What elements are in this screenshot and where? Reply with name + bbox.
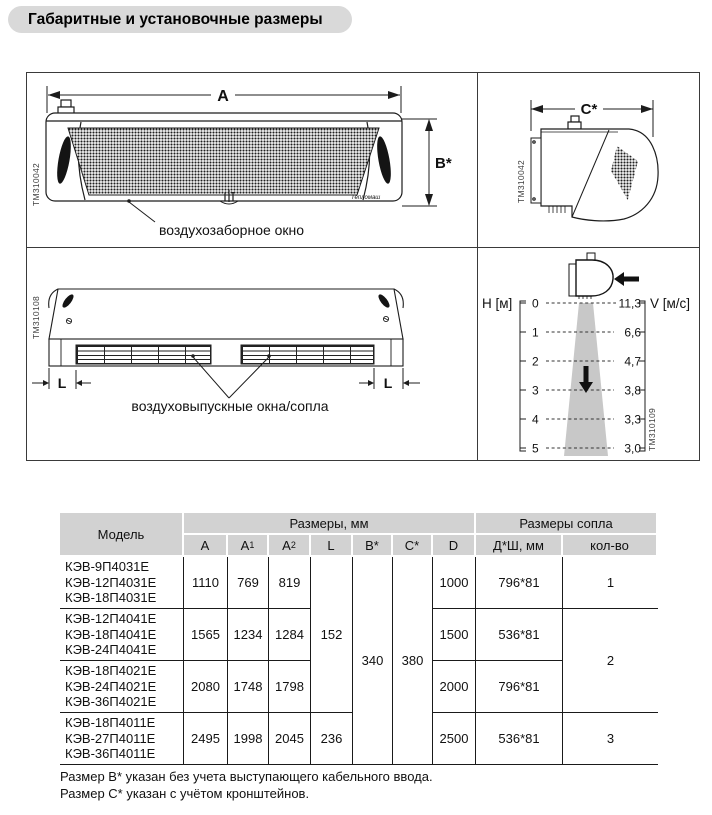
- col-dsh-label: Д*Ш, мм: [493, 537, 544, 553]
- v-tick: 4,7: [624, 354, 641, 369]
- h-axis-label: H [м]: [482, 296, 513, 311]
- header-col-dsh: [476, 535, 563, 557]
- model-name: КЭВ-18П4021Е: [65, 663, 157, 679]
- side-view-drawing: [478, 73, 700, 247]
- header-model-label: Модель: [97, 526, 145, 542]
- header-col-a2: [269, 535, 311, 557]
- intake-arrow-icon: [614, 272, 639, 286]
- outlet-grille-left: [76, 345, 211, 364]
- header-col-b: [353, 535, 393, 557]
- page-title: [8, 6, 352, 33]
- cell-dsh: 536*81: [476, 609, 563, 661]
- h-tick: 2: [532, 354, 539, 369]
- col-qty-label: кол-во: [590, 537, 629, 553]
- header-col-c: [393, 535, 433, 557]
- front-view-panel: [27, 73, 478, 248]
- header-nozzle-group-label: Размеры сопла: [519, 515, 613, 531]
- v-axis-bracket: [639, 301, 645, 451]
- side-unit-outline: [531, 116, 658, 221]
- model-cell: [60, 557, 184, 609]
- model-name: КЭВ-24П4021Е: [65, 678, 157, 694]
- dim-l-left-label: L: [57, 375, 67, 391]
- h-axis-ticks: [532, 297, 539, 456]
- cell-a: 1565: [184, 609, 228, 661]
- drawing-code: ТМ310042: [31, 162, 41, 206]
- header-dims-group-label: Размеры, мм: [289, 515, 369, 531]
- cell-d: 1500: [433, 609, 476, 661]
- footnotes: [60, 769, 433, 802]
- dim-b: [402, 119, 437, 206]
- model-cell: [60, 713, 184, 765]
- model-name: КЭВ-18П4041Е: [65, 626, 157, 642]
- col-c-label: C*: [404, 537, 420, 553]
- model-name: КЭВ-18П4011Е: [65, 715, 156, 731]
- footnote-b: Размер В* указан без учета выступающего кабельного ввода.: [60, 769, 433, 784]
- brand-text: Тепломаш: [351, 195, 381, 201]
- h-tick: 3: [532, 383, 539, 398]
- header-dims-group: [184, 513, 476, 535]
- cell-qty: 3: [563, 713, 658, 765]
- cell-a1: 769: [228, 557, 269, 609]
- cell-qty-merged: 2: [563, 609, 658, 713]
- cell-dsh: 536*81: [476, 713, 563, 765]
- v-tick: 3,0: [624, 441, 641, 456]
- header-nozzle-group: [476, 513, 658, 535]
- h-tick: 5: [532, 441, 539, 456]
- cell-dsh: 796*81: [476, 557, 563, 609]
- outlet-label: воздуховыпускные окна/сопла: [131, 398, 329, 414]
- v-tick: 11,3: [618, 296, 641, 311]
- model-name: КЭВ-24П4041Е: [65, 642, 157, 658]
- col-b-label: B*: [365, 537, 379, 553]
- header-col-l: [311, 535, 353, 557]
- dim-c-label: C*: [580, 101, 598, 118]
- cell-d: 2500: [433, 713, 476, 765]
- cell-a1: 1998: [228, 713, 269, 765]
- cell-d: 2000: [433, 661, 476, 713]
- footnote-c: Размер С* указан с учётом кронштейнов.: [60, 785, 310, 801]
- h-axis-bracket: [520, 301, 526, 451]
- cell-a2: 819: [269, 557, 311, 609]
- intake-callout: [127, 199, 155, 222]
- model-cell: [60, 661, 184, 713]
- model-name: КЭВ-12П4041Е: [65, 611, 157, 627]
- col-a-label: A: [200, 537, 210, 553]
- model-name: КЭВ-27П4011Е: [65, 730, 156, 746]
- v-tick: 3,3: [624, 412, 641, 427]
- drawing-code: ТМ310108: [31, 295, 41, 339]
- cell-l: 236: [311, 713, 353, 765]
- airflow-chart: [478, 248, 700, 459]
- device-icon: [569, 253, 613, 299]
- header-col-d: [433, 535, 476, 557]
- header-model: [60, 513, 184, 557]
- model-name: КЭВ-36П4011Е: [65, 746, 156, 762]
- cell-a2: 1284: [269, 609, 311, 661]
- cell-b-merged: 340: [353, 557, 393, 765]
- header-col-a1: [228, 535, 269, 557]
- h-tick: 1: [532, 325, 539, 340]
- cell-c-merged: 380: [393, 557, 433, 765]
- dim-b-label: B*: [435, 155, 452, 172]
- side-view-panel: [478, 73, 699, 248]
- model-name: КЭВ-36П4021Е: [65, 694, 157, 710]
- drawing-code: ТМ310109: [647, 407, 657, 451]
- intake-grille-mesh: [68, 128, 379, 195]
- v-tick: 3,8: [624, 383, 641, 398]
- dimensions-table: [60, 513, 658, 765]
- model-name: КЭВ-12П4031Е: [65, 574, 157, 590]
- col-l-label: L: [327, 537, 335, 553]
- intake-label: воздухозаборное окно: [159, 222, 305, 238]
- cell-l-merged: 152: [311, 557, 353, 713]
- header-col-a: [184, 535, 228, 557]
- v-axis-label: V [м/с]: [650, 296, 691, 311]
- cell-a2: 1798: [269, 661, 311, 713]
- col-a2-label: A: [282, 537, 291, 553]
- outlet-grille-right: [241, 345, 374, 364]
- page-title-text: Габаритные и установочные размеры: [28, 10, 323, 28]
- cell-d: 1000: [433, 557, 476, 609]
- drawings-frame: [26, 72, 700, 461]
- model-name: КЭВ-18П4031Е: [65, 590, 157, 606]
- cell-qty: 1: [563, 557, 658, 609]
- airflow-chart-panel: [478, 248, 699, 460]
- cell-a: 2080: [184, 661, 228, 713]
- dim-l-right-label: L: [383, 375, 393, 391]
- dim-a-label: A: [217, 88, 229, 105]
- h-tick: 4: [532, 412, 539, 427]
- cell-a: 1110: [184, 557, 228, 609]
- col-d-label: D: [448, 537, 459, 553]
- v-tick: 6,6: [624, 325, 641, 340]
- cell-a1: 1234: [228, 609, 269, 661]
- bottom-view-panel: [27, 248, 478, 460]
- drawing-code: ТМ310042: [516, 159, 526, 203]
- cell-dsh: 796*81: [476, 661, 563, 713]
- model-name: КЭВ-9П4031Е: [65, 559, 150, 575]
- h-tick: 0: [532, 296, 539, 311]
- v-axis-ticks: [619, 297, 642, 456]
- cell-a1: 1748: [228, 661, 269, 713]
- cell-a: 2495: [184, 713, 228, 765]
- col-a1-label: A: [240, 537, 250, 553]
- col-a2-sub: 2: [290, 540, 296, 550]
- col-a1-sub: 1: [249, 540, 255, 550]
- model-cell: [60, 609, 184, 661]
- header-col-qty: [563, 535, 658, 557]
- cell-a2: 2045: [269, 713, 311, 765]
